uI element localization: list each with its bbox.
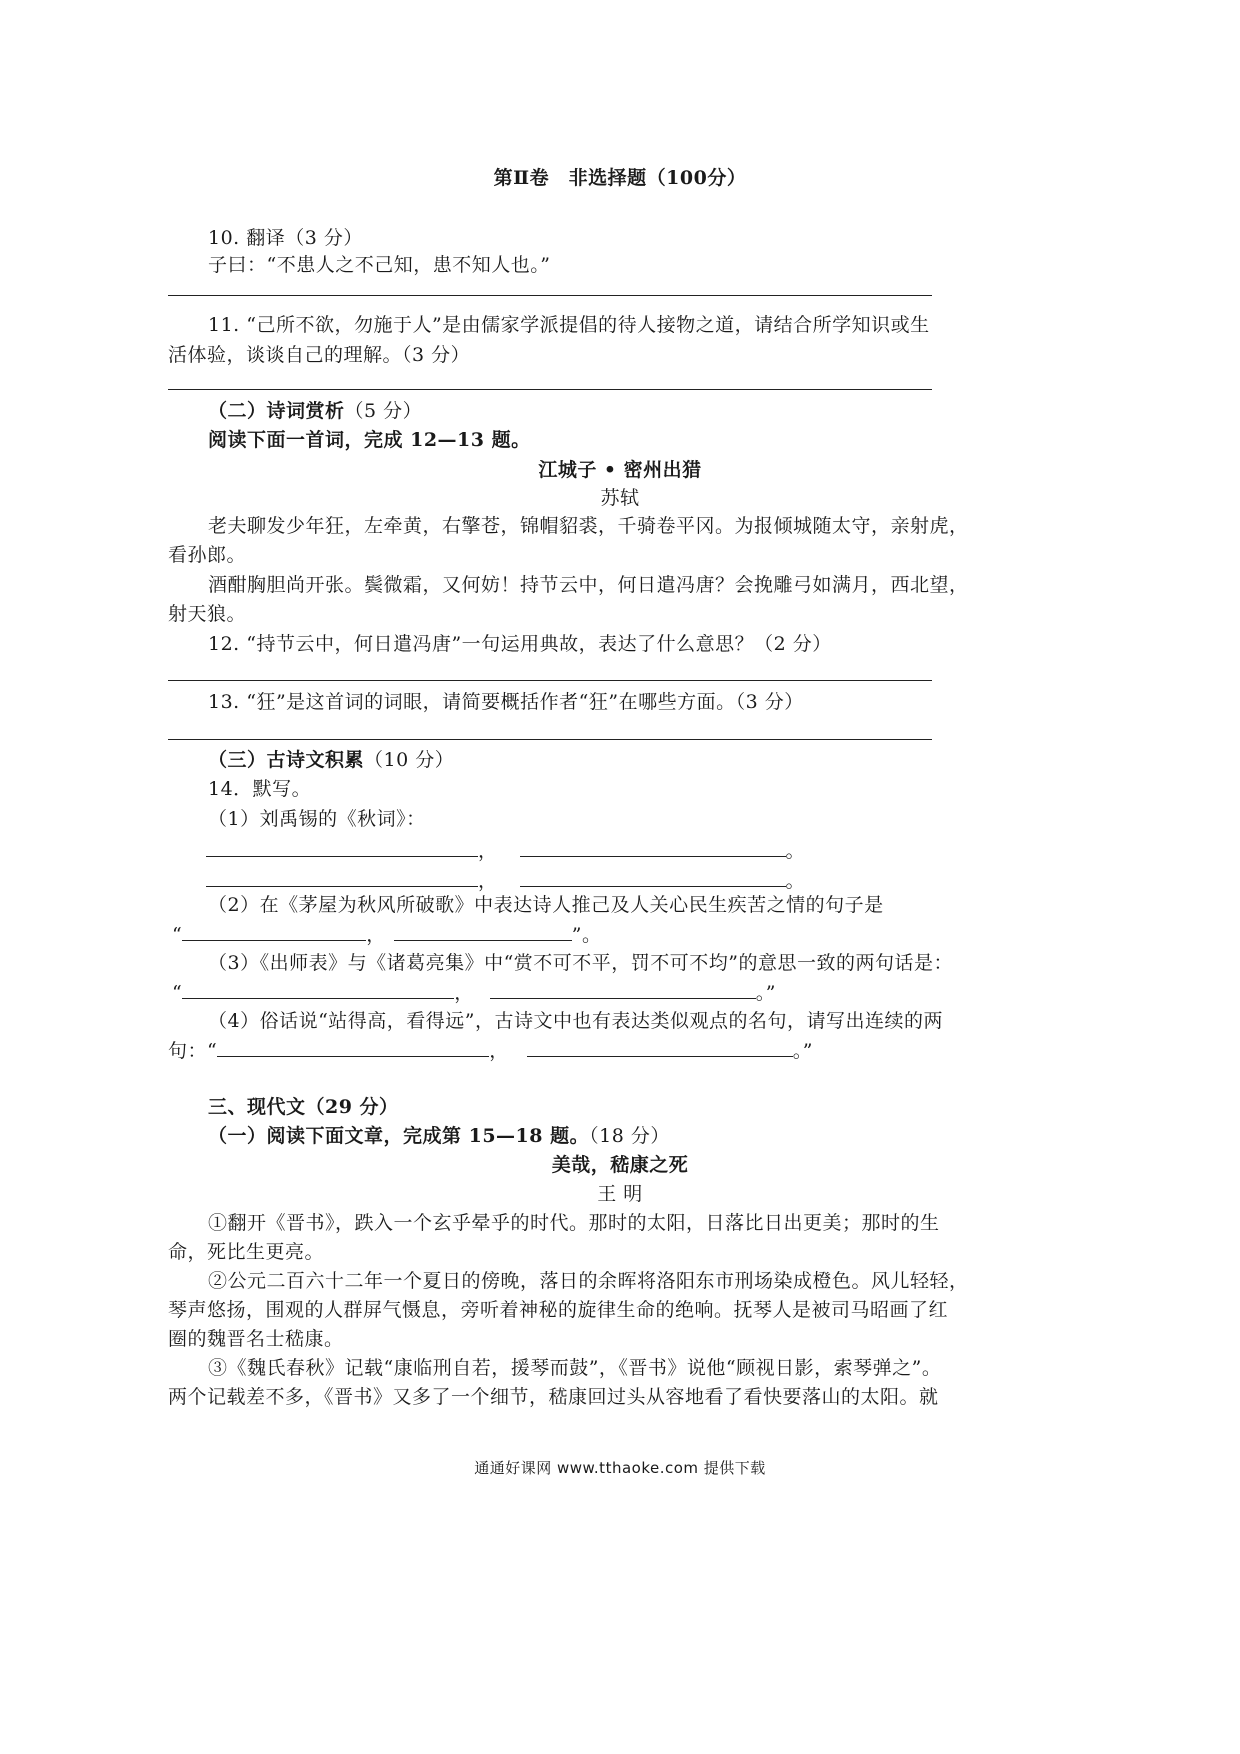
- modern-sub-heading-score: （18 分）: [589, 1125, 670, 1147]
- fill-blank[interactable]: [206, 868, 478, 887]
- article-author: 王 明: [597, 1183, 643, 1205]
- section-title: 第Ⅱ卷 非选择题（100分）: [493, 167, 747, 189]
- fill-blank[interactable]: [394, 922, 572, 941]
- modern-sub-heading: [208, 1124, 670, 1148]
- q14-sub2-line2: [172, 922, 601, 947]
- q10-title: 10. 翻译（3 分）: [208, 227, 363, 249]
- open-quote: “: [172, 982, 183, 1004]
- article-p2-line2: 琴声悠扬，围观的人群屏气慑息，旁听着神秘的旋律生命的绝响。抚琴人是被司马昭画了红: [168, 1299, 949, 1321]
- comma: ，: [489, 1040, 509, 1062]
- article-p2-line1: ②公元二百六十二年一个夏日的傍晚，落日的余晖将洛阳东市刑场染成橙色。风儿轻轻，: [208, 1270, 969, 1292]
- part3-heading: [208, 748, 454, 772]
- q14-sub1-row1: [206, 838, 805, 863]
- q14: 14．默写。: [208, 778, 312, 800]
- part2-heading-title: （二）诗词赏析: [208, 400, 345, 422]
- article-p2-line3: 圈的魏晋名士嵇康。: [168, 1328, 344, 1350]
- article-title: 美哉，嵇康之死: [551, 1154, 689, 1176]
- comma: ，: [478, 840, 498, 862]
- q14-sub4-line1: （4）俗话说“站得高，看得远”，古诗文中也有表达类似观点的名句，请写出连续的两: [208, 1010, 944, 1032]
- part2-instruction: 阅读下面一首词，完成 12—13 题。: [208, 429, 531, 451]
- fill-blank[interactable]: [182, 980, 454, 999]
- sub4-prefix: 句：“: [168, 1040, 218, 1062]
- q14-sub2-line1: （2）在《茅屋为秋风所破歌》中表达诗人推己及人关心民生疾苦之情的句子是: [208, 894, 884, 916]
- q14-sub1: （1）刘禹锡的《秋词》：: [208, 808, 426, 830]
- q12: 12. “持节云中，何日遣冯唐”一句运用典故，表达了什么意思？（2 分）: [208, 633, 832, 655]
- poem-p1-line1: 老夫聊发少年狂，左牵黄，右擎苍，锦帽貂裘，千骑卷平冈。为报倾城随太守，亲射虎，: [208, 515, 969, 537]
- article-p3-line1: ③《魏氏春秋》记载“康临刑自若，援琴而鼓”，《晋书》说他“顾视日影，索琴弹之”。: [208, 1357, 942, 1379]
- part2-heading-score: （5 分）: [344, 400, 423, 422]
- answer-line-q12: [168, 680, 932, 681]
- q11-line1: 11. “己所不欲，勿施于人”是由儒家学派提倡的待人接物之道，请结合所学知识或生: [208, 314, 930, 336]
- footer-credit: 通通好课网 www.tthaoke.com 提供下载: [474, 1459, 766, 1477]
- fill-blank[interactable]: [520, 868, 786, 887]
- q10-quote: 子曰：“不患人之不己知，患不知人也。”: [208, 254, 551, 276]
- period: 。: [785, 840, 806, 862]
- comma: ，: [366, 924, 386, 946]
- article-p1-line1: ①翻开《晋书》，跌入一个玄乎晕乎的时代。那时的太阳，日落比日出更美；那时的生: [208, 1212, 940, 1234]
- fill-blank[interactable]: [182, 922, 366, 941]
- answer-line-q10: [168, 295, 932, 296]
- q14-sub1-row2: [206, 868, 805, 893]
- article-p1-line2: 命，死比生更亮。: [168, 1241, 325, 1263]
- part2-heading: [208, 399, 422, 423]
- q14-sub3-line2: [172, 980, 776, 1005]
- answer-line-q13: [168, 739, 932, 740]
- poem-author: 苏轼: [600, 487, 640, 509]
- part3-heading-title: （三）古诗文积累: [208, 749, 365, 771]
- poem-p2-line1: 酒酣胸胆尚开张。鬓微霜，又何妨！持节云中，何日遣冯唐？会挽雕弓如满月，西北望，: [208, 574, 969, 596]
- answer-line-q11: [168, 389, 932, 390]
- open-quote: “: [172, 924, 183, 946]
- comma: ，: [454, 982, 474, 1004]
- fill-blank[interactable]: [206, 838, 478, 857]
- fill-blank[interactable]: [520, 838, 786, 857]
- fill-blank[interactable]: [217, 1038, 489, 1057]
- poem-p1-line2: 看孙郎。: [168, 544, 247, 566]
- article-p3-line2: 两个记载差不多，《晋书》又多了一个细节，嵇康回过头从容地看了看快要落山的太阳。就: [168, 1386, 939, 1408]
- poem-title: 江城子 • 密州出猎: [538, 459, 702, 481]
- close-quote: 。”: [792, 1040, 813, 1062]
- q11-line2: 活体验，谈谈自己的理解。（3 分）: [168, 344, 471, 366]
- poem-p2-line2: 射天狼。: [168, 603, 247, 625]
- modern-heading: 三、现代文（29 分）: [208, 1096, 399, 1118]
- close-quote: ”。: [571, 924, 602, 946]
- part3-heading-score: （10 分）: [364, 749, 455, 771]
- fill-blank[interactable]: [527, 1038, 793, 1057]
- q14-sub4-line2: [168, 1038, 813, 1063]
- close-quote: 。”: [755, 982, 776, 1004]
- comma: ，: [478, 870, 498, 892]
- modern-sub-heading-title: （一）阅读下面文章，完成第 15—18 题。: [208, 1125, 590, 1147]
- q14-sub3-line1: （3）《出师表》与《诸葛亮集》中“赏不可不平，罚不可不均”的意思一致的两句话是：: [208, 952, 954, 974]
- q13: 13. “狂”是这首词的词眼，请简要概括作者“狂”在哪些方面。（3 分）: [208, 691, 804, 713]
- period: 。: [785, 870, 806, 892]
- fill-blank[interactable]: [490, 980, 756, 999]
